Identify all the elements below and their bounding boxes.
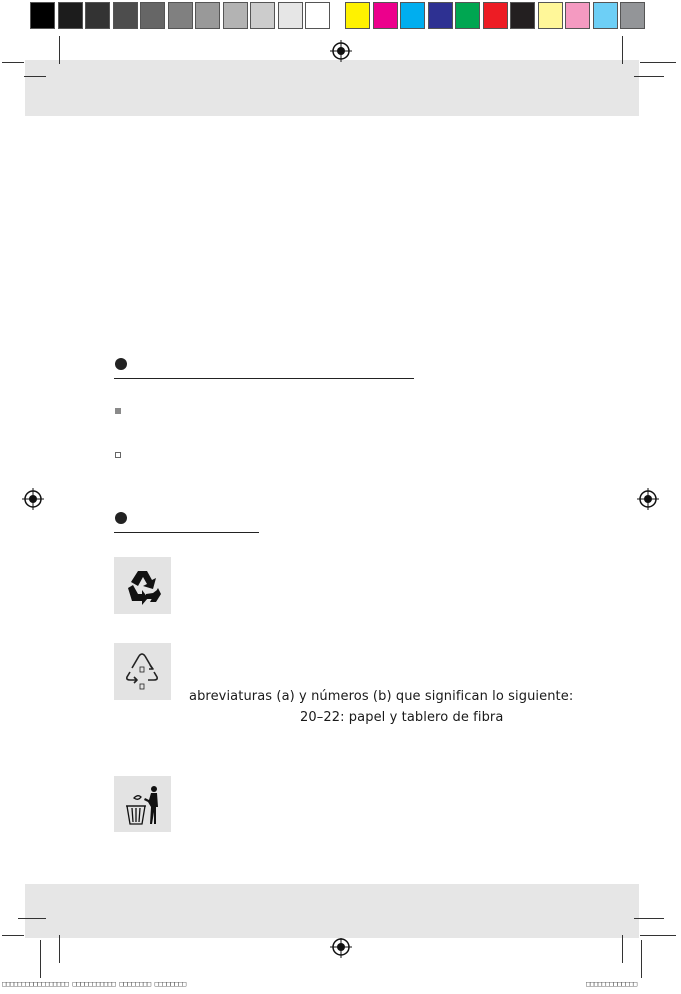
header-band [25, 60, 639, 116]
section-bullet [115, 358, 127, 370]
empty-square-marker [115, 452, 121, 458]
gray-swatch [113, 2, 138, 29]
disposal-icon-box [114, 776, 171, 832]
crop-mark [634, 76, 664, 77]
registration-mark-icon [330, 936, 352, 958]
abbreviations-text: abreviaturas (a) y números (b) que significan lo siguiente: [189, 689, 574, 704]
crop-mark [18, 918, 46, 919]
gray-swatch [305, 2, 330, 29]
recycling-triangle-icon [114, 643, 171, 700]
color-swatch [483, 2, 508, 29]
color-swatch [400, 2, 425, 29]
registration-mark-icon [637, 488, 659, 510]
color-swatch [620, 2, 645, 29]
crop-mark [59, 36, 60, 64]
section-bullet [115, 512, 127, 524]
trash-bin-icon [114, 776, 171, 832]
crop-mark [641, 940, 642, 978]
color-swatch [510, 2, 535, 29]
crop-mark [24, 76, 46, 77]
recycle-icon [114, 557, 171, 614]
gray-swatch [223, 2, 248, 29]
crop-mark [40, 940, 41, 978]
crop-mark [640, 62, 676, 63]
recycle-icon-box [114, 557, 171, 614]
color-swatch [373, 2, 398, 29]
crop-mark [622, 935, 623, 963]
color-swatch [538, 2, 563, 29]
crop-mark [640, 935, 676, 936]
section-underline [114, 378, 414, 379]
recycling-code-icon-box [114, 643, 171, 700]
filled-square-marker [115, 408, 121, 414]
crop-mark [2, 935, 24, 936]
gray-swatch [85, 2, 110, 29]
footer-band [25, 884, 639, 938]
color-swatch [455, 2, 480, 29]
color-swatch [565, 2, 590, 29]
paper-fiberboard-text: 20–22: papel y tablero de fibra [300, 710, 504, 725]
gray-swatch [168, 2, 193, 29]
print-code-left: □□□□□□□□□□□□□□□□□ □□□□□□□□□□□ □□□□□□□□ □□□□□□□□ [2, 980, 186, 988]
crop-mark [634, 918, 664, 919]
color-swatch [428, 2, 453, 29]
gray-swatch [278, 2, 303, 29]
gray-swatch [58, 2, 83, 29]
registration-mark-icon [330, 40, 352, 62]
gray-swatch [250, 2, 275, 29]
crop-mark [622, 36, 623, 64]
crop-mark [59, 935, 60, 963]
section-underline [114, 532, 259, 533]
gray-swatch [30, 2, 55, 29]
registration-mark-icon [22, 488, 44, 510]
gray-swatch [140, 2, 165, 29]
crop-mark [2, 62, 24, 63]
gray-swatch [195, 2, 220, 29]
print-code-right: □□□□□□□□□□□□□ [586, 980, 637, 988]
color-swatch [345, 2, 370, 29]
color-swatch [593, 2, 618, 29]
